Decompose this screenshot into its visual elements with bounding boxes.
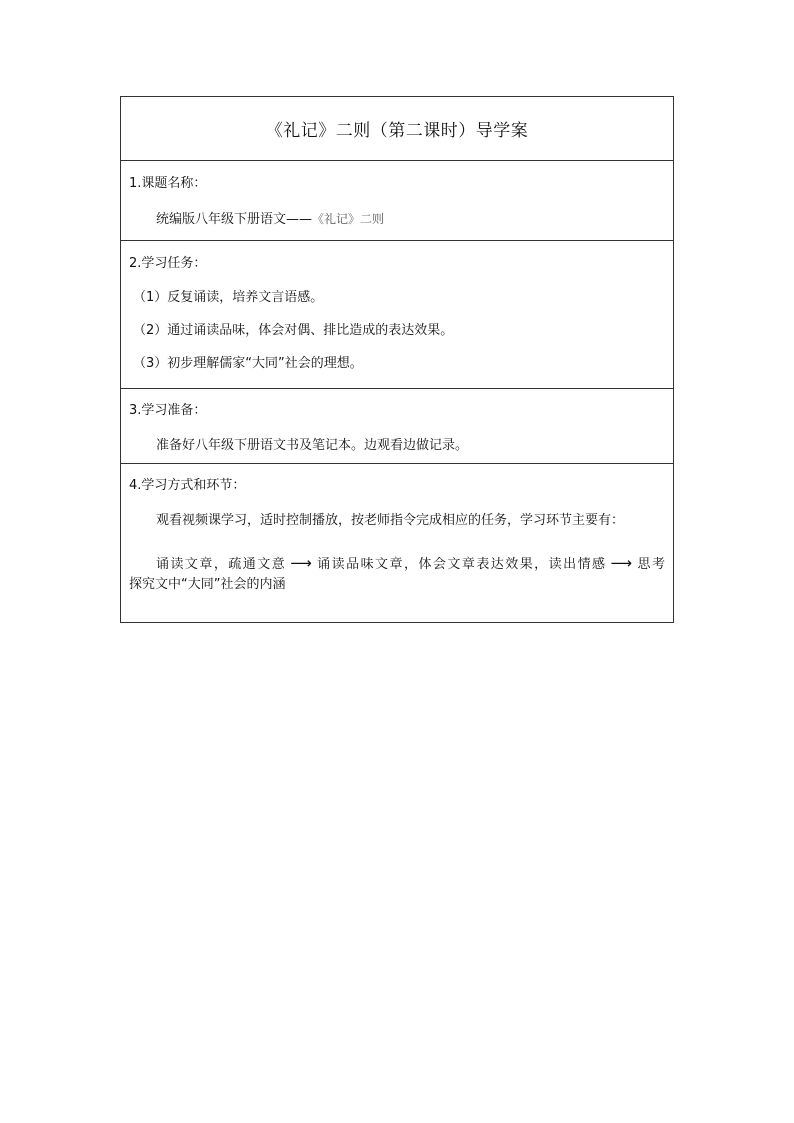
method-flow-continuation: 探究文中“大同”社会的内涵 xyxy=(129,577,286,592)
step-text: 思考 xyxy=(636,557,665,572)
method-flow xyxy=(129,553,665,595)
document-title: 《礼记》二则（第二课时）导学案 xyxy=(265,121,529,141)
prep-heading: 3.学习准备： xyxy=(129,403,207,418)
topic-text xyxy=(129,210,665,229)
prep-text: 准备好八年级下册语文书及笔记本。边观看边做记录。 xyxy=(156,438,469,453)
arrow-right-icon: ⟶ xyxy=(290,554,312,572)
method-section xyxy=(121,463,673,622)
task-item: （3）初步理解儒家“大同”社会的理想。 xyxy=(133,356,363,371)
method-heading: 4.学习方式和环节： xyxy=(129,478,246,493)
prep-section xyxy=(121,388,673,463)
tasks-section xyxy=(121,240,673,388)
topic-grey-text: 《礼记》二则 xyxy=(312,212,385,226)
step-text: 诵读文章，疏通文意 xyxy=(156,557,287,572)
method-intro: 观看视频课学习，适时控制播放，按老师指令完成相应的任务，学习环节主要有： xyxy=(156,513,625,528)
study-guide-table xyxy=(120,96,674,623)
step-text: 诵读品味文章，体会文章表达效果，读出情感 xyxy=(315,557,607,572)
title-row xyxy=(121,97,673,160)
topic-section xyxy=(121,160,673,240)
topic-heading: 1.课题名称： xyxy=(129,176,207,191)
arrow-right-icon: ⟶ xyxy=(610,554,633,572)
task-item: （1）反复诵读，培养文言语感。 xyxy=(133,290,324,305)
task-item: （2）通过诵读品味，体会对偶、排比造成的表达效果。 xyxy=(133,323,454,338)
topic-main-text: 统编版八年级下册语文—— xyxy=(156,212,313,227)
method-flow-line xyxy=(129,553,665,575)
tasks-heading: 2.学习任务： xyxy=(129,256,207,271)
